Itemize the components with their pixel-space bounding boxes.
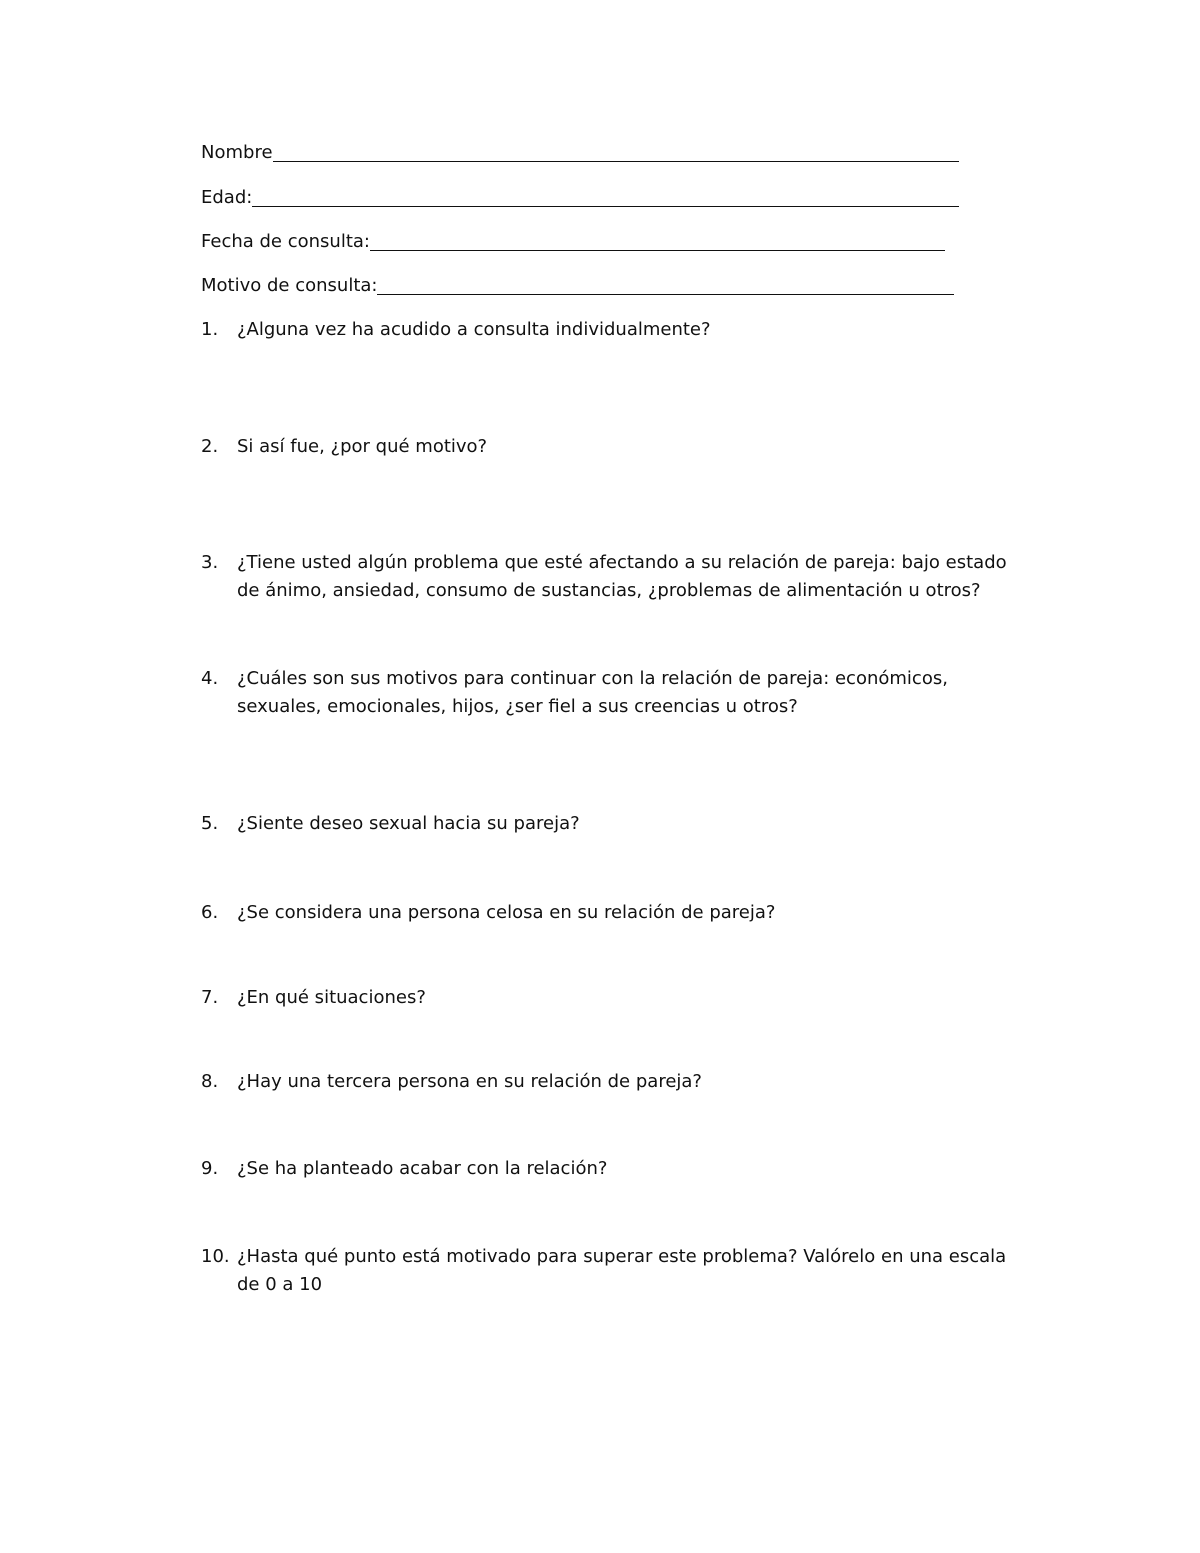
- question-number: 4.: [201, 668, 219, 689]
- question-2: [201, 433, 1031, 461]
- question-1: [201, 316, 1031, 344]
- question-number: 6.: [201, 902, 219, 923]
- motivo-consulta-answer-line[interactable]: [377, 276, 954, 295]
- question-5: [201, 810, 1031, 838]
- question-number: 9.: [201, 1158, 219, 1179]
- question-number: 10.: [201, 1246, 230, 1267]
- question-text: ¿En qué situaciones?: [237, 987, 426, 1008]
- question-number: 1.: [201, 319, 219, 340]
- question-number: 5.: [201, 813, 219, 834]
- question-7: [201, 984, 1031, 1012]
- question-text: ¿Hay una tercera persona en su relación de pareja?: [237, 1071, 702, 1092]
- question-4: [201, 665, 1031, 721]
- edad-field: [201, 187, 959, 209]
- question-text: ¿Alguna vez ha acudido a consulta individualmente?: [237, 319, 711, 340]
- fecha-consulta-label: Fecha de consulta:: [201, 231, 370, 252]
- motivo-consulta-label: Motivo de consulta:: [201, 275, 378, 296]
- question-text: ¿Cuáles son sus motivos para continuar con la relación de pareja: económicos, sexuales, emocionales, hijos, ¿ser fiel a sus creencias u otros?: [237, 668, 948, 717]
- question-text: ¿Siente deseo sexual hacia su pareja?: [237, 813, 580, 834]
- nombre-field: [201, 142, 959, 164]
- question-text: ¿Hasta qué punto está motivado para superar este problema? Valórelo en una escala de 0 a 10: [237, 1246, 1007, 1295]
- edad-label: Edad:: [201, 187, 253, 208]
- question-number: 2.: [201, 436, 219, 457]
- question-3: [201, 549, 1031, 605]
- fecha-consulta-field: [201, 231, 945, 253]
- question-9: [201, 1155, 1031, 1183]
- question-number: 8.: [201, 1071, 219, 1092]
- motivo-consulta-field: [201, 275, 954, 297]
- nombre-answer-line[interactable]: [273, 143, 959, 162]
- edad-answer-line[interactable]: [252, 188, 959, 207]
- question-8: [201, 1068, 1031, 1096]
- question-text: ¿Tiene usted algún problema que esté afectando a su relación de pareja: bajo estado de ánimo, ansiedad, consumo de sustancias, ¿problemas de alimentación u otros?: [237, 552, 1007, 601]
- question-text: Si así fue, ¿por qué motivo?: [237, 436, 488, 457]
- question-text: ¿Se ha planteado acabar con la relación?: [237, 1158, 608, 1179]
- question-6: [201, 899, 1031, 927]
- nombre-label: Nombre: [201, 142, 273, 163]
- question-number: 7.: [201, 987, 219, 1008]
- question-10: [201, 1243, 1031, 1299]
- question-text: ¿Se considera una persona celosa en su relación de pareja?: [237, 902, 776, 923]
- question-number: 3.: [201, 552, 219, 573]
- fecha-consulta-answer-line[interactable]: [370, 232, 945, 251]
